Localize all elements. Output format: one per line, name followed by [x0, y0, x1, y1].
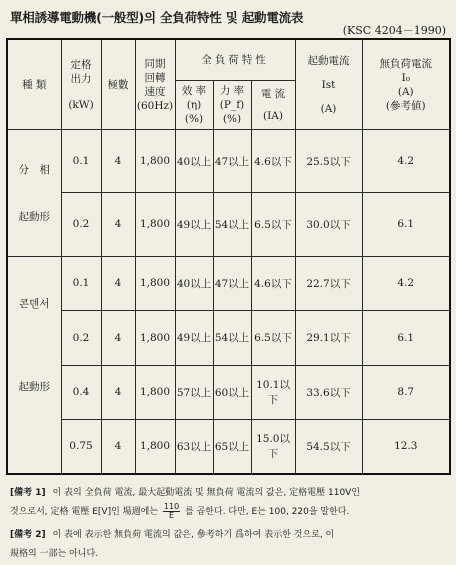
note-1-text-b: 것으로서, 定格 電壓 E[V]인 場週에는 [10, 507, 159, 517]
cell-power-factor: 54以上 [213, 193, 251, 256]
header-efficiency: 效 率 (η) (%) [175, 81, 213, 130]
note-1-text-c: 를 곱한다. 다만, E는 100, 220을 말한다. [185, 507, 350, 517]
note-2-label: [備考 2] [10, 530, 46, 540]
cell-current: 4.6以下 [251, 130, 295, 193]
note-1-text-a: 이 表의 全負荷 電流, 最大起動電流 및 無負荷 電流의 값은, 定格電壓 110V인 [52, 488, 361, 498]
characteristics-table [6, 38, 451, 475]
cell-poles: 4 [101, 419, 135, 474]
standard-number: (KSC 4204－1990) [342, 24, 446, 37]
note-2-text-b: 規格의 一部는 아니다. [10, 549, 99, 559]
cell-current: 6.5以下 [251, 193, 295, 256]
cell-starting-current: 25.5以下 [295, 130, 362, 193]
cell-power-factor: 65以上 [213, 419, 251, 474]
cell-poles: 4 [101, 256, 135, 310]
cell-noload-current: 6.1 [362, 193, 450, 256]
cell-starting-current: 30.0以下 [295, 193, 362, 256]
note-2-continued [10, 545, 448, 564]
cell-speed: 1,800 [135, 130, 175, 193]
cell-efficiency: 49以上 [175, 193, 213, 256]
header-rated-output: 定格 出力 (kW) [61, 39, 101, 130]
note-1-label: [備考 1] [10, 488, 46, 498]
cell-output: 0.1 [61, 256, 101, 310]
cell-noload-current: 8.7 [362, 365, 450, 419]
kind-cell-capacitor-start: 콘덴서 起動形 [7, 256, 61, 474]
note-1 [10, 484, 448, 503]
notes-section [10, 484, 448, 564]
cell-current: 15.0以下 [251, 419, 295, 474]
cell-poles: 4 [101, 365, 135, 419]
cell-efficiency: 63以上 [175, 419, 213, 474]
cell-power-factor: 47以上 [213, 130, 251, 193]
cell-noload-current: 4.2 [362, 256, 450, 310]
page-title: 單相誘導電動機(一般型)의 全負荷特性 및 起動電流表 [10, 10, 304, 25]
cell-output: 0.1 [61, 130, 101, 193]
header-full-load: 全負荷特性 [175, 39, 295, 81]
header-noload-current: 無負荷電流 I₀ (A) (參考値) [362, 39, 450, 130]
cell-speed: 1,800 [135, 256, 175, 310]
cell-poles: 4 [101, 130, 135, 193]
cell-current: 6.5以下 [251, 311, 295, 365]
voltage-fraction [163, 503, 180, 520]
cell-efficiency: 49以上 [175, 311, 213, 365]
cell-power-factor: 60以上 [213, 365, 251, 419]
header-sync-speed: 同期 回轉 速度 (60Hz) [135, 39, 175, 130]
cell-efficiency: 57以上 [175, 365, 213, 419]
cell-speed: 1,800 [135, 193, 175, 256]
cell-starting-current: 22.7以下 [295, 256, 362, 310]
note-2-text-a: 이 表에 表示한 無負荷 電流의 값은, 參考하기 爲하여 表示한 것으로, 이 [52, 530, 335, 540]
cell-efficiency: 40以上 [175, 256, 213, 310]
cell-efficiency: 40以上 [175, 130, 213, 193]
fraction-denominator: E [169, 511, 175, 520]
cell-current: 10.1以下 [251, 365, 295, 419]
header-starting-current: 起動電流 Ist (A) [295, 39, 362, 130]
cell-power-factor: 54以上 [213, 311, 251, 365]
cell-output: 0.2 [61, 311, 101, 365]
cell-power-factor: 47以上 [213, 256, 251, 310]
cell-output: 0.75 [61, 419, 101, 474]
header-power-factor: 力 率 (P_f) (%) [213, 81, 251, 130]
header-poles: 極數 [101, 39, 135, 130]
cell-poles: 4 [101, 193, 135, 256]
cell-output: 0.2 [61, 193, 101, 256]
cell-speed: 1,800 [135, 365, 175, 419]
cell-starting-current: 54.5以下 [295, 419, 362, 474]
fraction-numerator: 110 [163, 502, 180, 511]
kind-cell-split-phase: 分 相 起動形 [7, 130, 61, 257]
cell-poles: 4 [101, 311, 135, 365]
cell-starting-current: 33.6以下 [295, 365, 362, 419]
header-kind: 種 類 [7, 39, 61, 130]
cell-noload-current: 12.3 [362, 419, 450, 474]
note-2 [10, 526, 448, 545]
header-current: 電 流 (IA) [251, 81, 295, 130]
cell-current: 4.6以下 [251, 256, 295, 310]
cell-noload-current: 6.1 [362, 311, 450, 365]
cell-output: 0.4 [61, 365, 101, 419]
cell-speed: 1,800 [135, 419, 175, 474]
cell-starting-current: 29.1以下 [295, 311, 362, 365]
cell-speed: 1,800 [135, 311, 175, 365]
note-1-continued [10, 503, 448, 522]
cell-noload-current: 4.2 [362, 130, 450, 193]
